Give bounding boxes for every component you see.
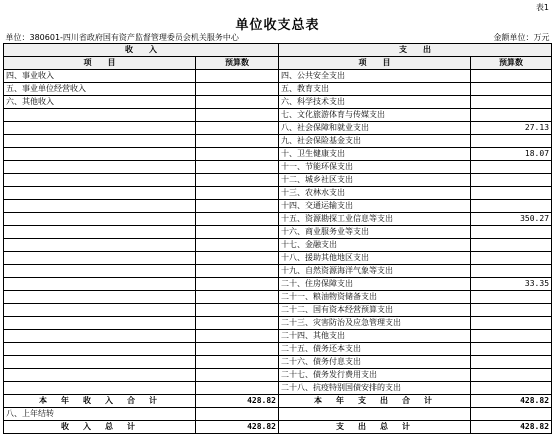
expense-value: 350.27 xyxy=(471,213,552,226)
income-item xyxy=(4,382,196,395)
income-item xyxy=(4,239,196,252)
income-value xyxy=(196,135,279,148)
income-value xyxy=(196,109,279,122)
expense-item: 八、社会保障和就业支出 xyxy=(279,122,471,135)
expense-value xyxy=(471,330,552,343)
income-value xyxy=(196,278,279,291)
table-row xyxy=(4,187,552,200)
income-value xyxy=(196,317,279,330)
income-item xyxy=(4,343,196,356)
page-title: 单位收支总表 xyxy=(235,18,320,33)
income-item xyxy=(4,278,196,291)
expense-item: 五、教育支出 xyxy=(279,83,471,96)
expense-value xyxy=(471,109,552,122)
carry-blank xyxy=(279,408,471,421)
income-value xyxy=(196,304,279,317)
income-item: 四、事业收入 xyxy=(4,70,196,83)
expense-item: 十六、商业服务业等支出 xyxy=(279,226,471,239)
expense-item: 十四、交通运输支出 xyxy=(279,200,471,213)
income-value xyxy=(196,148,279,161)
col-item-income: 项 目 xyxy=(4,57,196,70)
income-value xyxy=(196,330,279,343)
expense-value: 27.13 xyxy=(471,122,552,135)
expense-value xyxy=(471,252,552,265)
table-row xyxy=(4,161,552,174)
income-value xyxy=(196,83,279,96)
income-item xyxy=(4,330,196,343)
grand-income-label: 收 入 总 计 xyxy=(4,421,196,434)
income-value xyxy=(196,369,279,382)
expense-item: 二十六、债务付息支出 xyxy=(279,356,471,369)
expense-value xyxy=(471,83,552,96)
table-row xyxy=(4,278,552,291)
expense-value: 18.07 xyxy=(471,148,552,161)
income-item xyxy=(4,148,196,161)
expense-value xyxy=(471,317,552,330)
income-value xyxy=(196,96,279,109)
column-header-row xyxy=(4,57,552,70)
table-row xyxy=(4,382,552,395)
table-row xyxy=(4,356,552,369)
expense-item: 四、公共安全支出 xyxy=(279,70,471,83)
table-row xyxy=(4,226,552,239)
income-value xyxy=(196,252,279,265)
total-row xyxy=(4,395,552,408)
income-item xyxy=(4,369,196,382)
income-item xyxy=(4,226,196,239)
table-row xyxy=(4,330,552,343)
currency-label: 金额单位：万元 xyxy=(493,33,550,42)
expense-value: 33.35 xyxy=(471,278,552,291)
income-value xyxy=(196,213,279,226)
income-item xyxy=(4,200,196,213)
expense-value xyxy=(471,200,552,213)
table-row xyxy=(4,122,552,135)
expense-item: 十一、节能环保支出 xyxy=(279,161,471,174)
expense-item: 十九、自然资源海洋气象等支出 xyxy=(279,265,471,278)
expense-value xyxy=(471,382,552,395)
table-row xyxy=(4,369,552,382)
col-budget-expense: 预算数 xyxy=(471,57,552,70)
expense-item: 十五、资源勘探工业信息等支出 xyxy=(279,213,471,226)
table-row xyxy=(4,135,552,148)
income-value xyxy=(196,356,279,369)
expense-value xyxy=(471,343,552,356)
table-row xyxy=(4,252,552,265)
expense-value xyxy=(471,174,552,187)
table-row xyxy=(4,83,552,96)
table-row xyxy=(4,200,552,213)
sheet-tag: 表1 xyxy=(535,3,549,12)
income-item xyxy=(4,304,196,317)
income-item xyxy=(4,187,196,200)
table-row xyxy=(4,239,552,252)
carry-label: 八、上年结转 xyxy=(4,408,196,421)
grand-expense-value: 428.82 xyxy=(471,421,552,434)
income-value xyxy=(196,239,279,252)
income-item xyxy=(4,109,196,122)
table-row xyxy=(4,343,552,356)
table-row xyxy=(4,70,552,83)
table-row xyxy=(4,317,552,330)
expense-value xyxy=(471,356,552,369)
expense-item: 二十二、国有资本经营预算支出 xyxy=(279,304,471,317)
section-header-row xyxy=(4,44,552,57)
income-value xyxy=(196,343,279,356)
income-header: 收 入 xyxy=(4,44,279,57)
expense-value xyxy=(471,187,552,200)
income-value xyxy=(196,291,279,304)
carry-value xyxy=(196,408,279,421)
expense-value xyxy=(471,161,552,174)
expense-value xyxy=(471,369,552,382)
expense-total-value: 428.82 xyxy=(471,395,552,408)
table-row xyxy=(4,148,552,161)
table-row xyxy=(4,265,552,278)
expense-item: 十七、金融支出 xyxy=(279,239,471,252)
expense-item: 九、社会保险基金支出 xyxy=(279,135,471,148)
table-row xyxy=(4,96,552,109)
expense-value xyxy=(471,304,552,317)
expense-item: 二十八、抗疫特别国债安排的支出 xyxy=(279,382,471,395)
expense-value xyxy=(471,96,552,109)
expense-item: 二十五、债务还本支出 xyxy=(279,343,471,356)
income-item xyxy=(4,174,196,187)
grand-income-value: 428.82 xyxy=(196,421,279,434)
income-value xyxy=(196,382,279,395)
expense-item: 二十四、其他支出 xyxy=(279,330,471,343)
expense-item: 十八、援助其他地区支出 xyxy=(279,252,471,265)
unit-label: 单位：380601-四川省政府国有资产监督管理委员会机关服务中心 xyxy=(5,33,239,42)
income-item xyxy=(4,252,196,265)
col-budget-income: 预算数 xyxy=(196,57,279,70)
expense-value xyxy=(471,239,552,252)
expense-item: 二十一、粮油物资储备支出 xyxy=(279,291,471,304)
expense-value xyxy=(471,135,552,148)
grand-total-row xyxy=(4,421,552,434)
income-item xyxy=(4,135,196,148)
table-row xyxy=(4,291,552,304)
expense-value xyxy=(471,226,552,239)
carry-blank-value xyxy=(471,408,552,421)
expense-item: 十、卫生健康支出 xyxy=(279,148,471,161)
income-value xyxy=(196,70,279,83)
income-value xyxy=(196,200,279,213)
expense-value xyxy=(471,265,552,278)
income-value xyxy=(196,187,279,200)
expense-item: 二十三、灾害防治及应急管理支出 xyxy=(279,317,471,330)
expense-total-label: 本 年 支 出 合 计 xyxy=(279,395,471,408)
income-item xyxy=(4,265,196,278)
expense-item: 六、科学技术支出 xyxy=(279,96,471,109)
expense-item: 二十七、债务发行费用支出 xyxy=(279,369,471,382)
income-value xyxy=(196,174,279,187)
grand-expense-label: 支 出 总 计 xyxy=(279,421,471,434)
col-item-expense: 项 目 xyxy=(279,57,471,70)
budget-table xyxy=(3,33,552,434)
table-row xyxy=(4,213,552,226)
expense-item: 十三、农林水支出 xyxy=(279,187,471,200)
table-row xyxy=(4,174,552,187)
expense-header: 支 出 xyxy=(279,44,552,57)
carry-row xyxy=(4,408,552,421)
meta-row xyxy=(4,33,552,44)
expense-item: 七、文化旅游体育与传媒支出 xyxy=(279,109,471,122)
income-item xyxy=(4,317,196,330)
income-item xyxy=(4,122,196,135)
income-item: 六、其他收入 xyxy=(4,96,196,109)
income-value xyxy=(196,122,279,135)
income-value xyxy=(196,161,279,174)
expense-value xyxy=(471,70,552,83)
expense-item: 二十、住房保障支出 xyxy=(279,278,471,291)
expense-item: 十二、城乡社区支出 xyxy=(279,174,471,187)
income-value xyxy=(196,226,279,239)
income-total-value: 428.82 xyxy=(196,395,279,408)
income-item xyxy=(4,161,196,174)
income-item: 五、事业单位经营收入 xyxy=(4,83,196,96)
table-row xyxy=(4,109,552,122)
income-value xyxy=(196,265,279,278)
income-total-label: 本 年 收 入 合 计 xyxy=(4,395,196,408)
income-item xyxy=(4,356,196,369)
income-item xyxy=(4,291,196,304)
expense-value xyxy=(471,291,552,304)
table-row xyxy=(4,304,552,317)
income-item xyxy=(4,213,196,226)
